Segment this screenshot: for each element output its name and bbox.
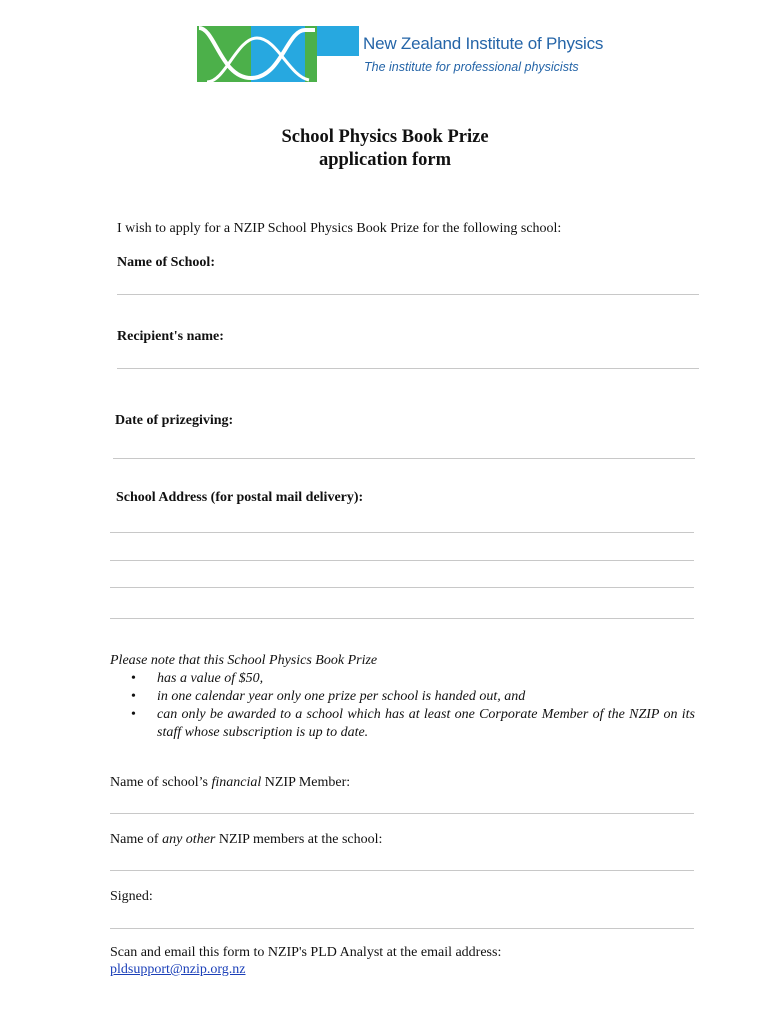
note-list [110, 670, 695, 742]
logo-i-block [305, 26, 317, 82]
address-line-3[interactable] [110, 587, 694, 588]
recipient-label: Recipient's name: [117, 329, 224, 344]
form-title [0, 126, 770, 172]
signed-label: Signed: [110, 889, 153, 904]
org-name: New Zealand Institute of Physics [363, 34, 604, 53]
school-name-label: Name of School: [117, 255, 215, 270]
prizegiving-label: Date of prizegiving: [115, 413, 234, 428]
logo-p-block [317, 26, 359, 56]
financial-member-label: Name of school’s financial NZIP Member: [110, 775, 351, 790]
bullet-icon: • [131, 707, 136, 722]
prize-note [110, 652, 695, 742]
note-item: • has a value of $50, [131, 671, 264, 686]
address-line-2[interactable] [110, 560, 694, 561]
other-members-line[interactable] [110, 870, 694, 871]
email-link[interactable]: pldsupport@nzip.org.nz [110, 962, 246, 977]
prizegiving-line[interactable] [113, 458, 695, 459]
org-tagline: The institute for professional physicists [364, 60, 579, 74]
form-title-line2: application form [318, 150, 452, 170]
address-label: School Address (for postal mail delivery): [116, 490, 364, 505]
bullet-icon: • [131, 671, 136, 686]
recipient-line[interactable] [117, 368, 699, 369]
financial-member-line[interactable] [110, 813, 694, 814]
address-line-4[interactable] [110, 618, 694, 619]
nzip-logo [197, 26, 359, 82]
note-item: • in one calendar year only one prize per school is handed out, and [131, 689, 526, 704]
note-item: • can only be awarded to a school which has at least one Corporate Member of the NZIP on its staff whose subscription is up to date. [131, 707, 695, 740]
footer-instruction: Scan and email this form to NZIP's PLD Analyst at the email address: [110, 945, 502, 960]
school-name-line[interactable] [117, 294, 699, 295]
other-members-label: Name of any other NZIP members at the school: [110, 832, 383, 847]
bullet-icon: • [131, 689, 136, 704]
form-title-line1: School Physics Book Prize [281, 127, 489, 147]
intro-text: I wish to apply for a NZIP School Physics Book Prize for the following school: [117, 221, 562, 236]
logo-n-block [197, 26, 251, 82]
note-heading: Please note that this School Physics Book Prize [110, 653, 378, 668]
address-line-1[interactable] [110, 532, 694, 533]
signature-line[interactable] [110, 928, 694, 929]
